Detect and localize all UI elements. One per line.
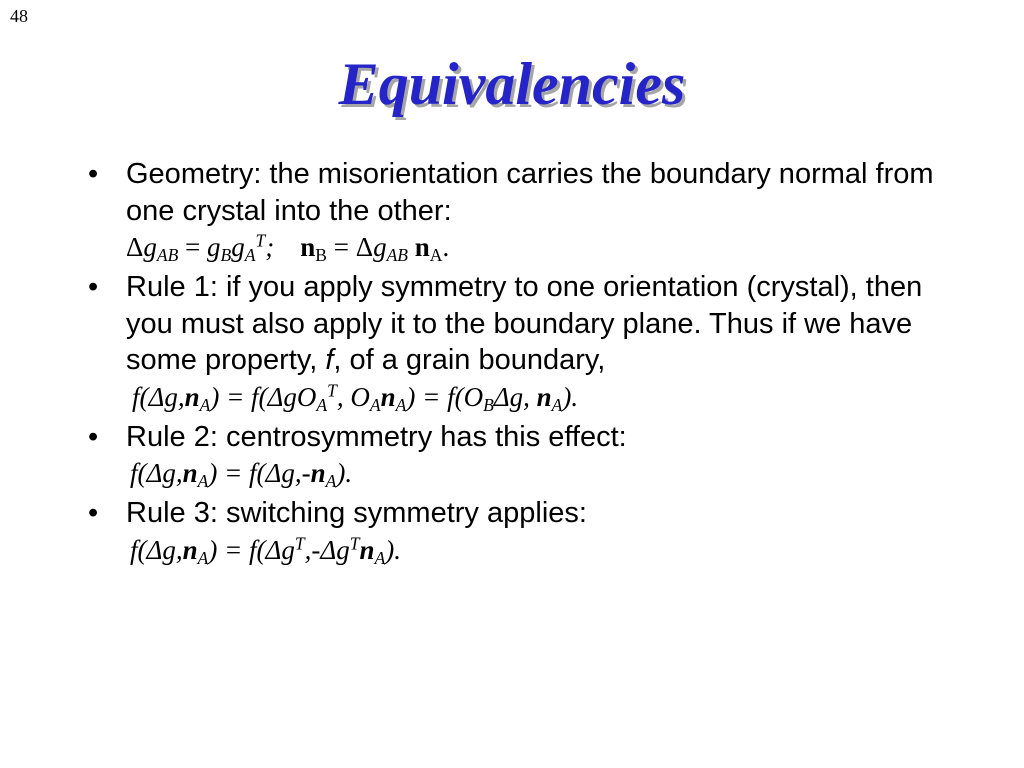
bullet-marker: •	[88, 158, 99, 190]
slide-body	[88, 156, 948, 572]
bullet-rule-2	[88, 419, 948, 492]
slide-number: 48	[10, 6, 28, 26]
slide-title: Equivalencies	[338, 51, 686, 117]
formula-misorientation: $\Delta g_{AB} = g_Bg_A^T$; $n_B = \Delta g_{AB}$ $n_A$.	[126, 230, 450, 265]
formula-rule-3: $f(\Delta g,n_A) = f(\Delta g^T,-\Delta g^Tn_A)$.	[130, 532, 402, 568]
formula-rule-1: $f(\Delta g,n_A) = f(\Delta gO_A^T$, $O_An_A) = f(O_B\Delta g$, $n_A$).	[132, 379, 579, 415]
formula-rule-2: $f(\Delta g,n_A) = f(\Delta g,-n_A)$.	[130, 458, 353, 491]
bullet-geometry	[88, 156, 948, 265]
bullet-marker: •	[88, 497, 99, 529]
bullet-marker: •	[88, 271, 99, 303]
bullet-rule-3	[88, 495, 948, 568]
bullet-text: Rule 3: switching symmetry applies:	[126, 497, 587, 529]
bullet-marker: •	[88, 420, 99, 453]
bullet-text: Rule 1: if you apply symmetry to one orientation (crystal), then you must also apply it to the boundary plane. Thus if we have some property, f, of a grain boundary,	[126, 271, 923, 376]
bullet-text: Rule 2: centrosymmetry has this effect:	[126, 420, 627, 453]
bullet-text: Geometry: the misorientation carries the boundary normal from one crystal into the other:	[126, 158, 934, 227]
bullet-rule-1	[88, 269, 948, 415]
